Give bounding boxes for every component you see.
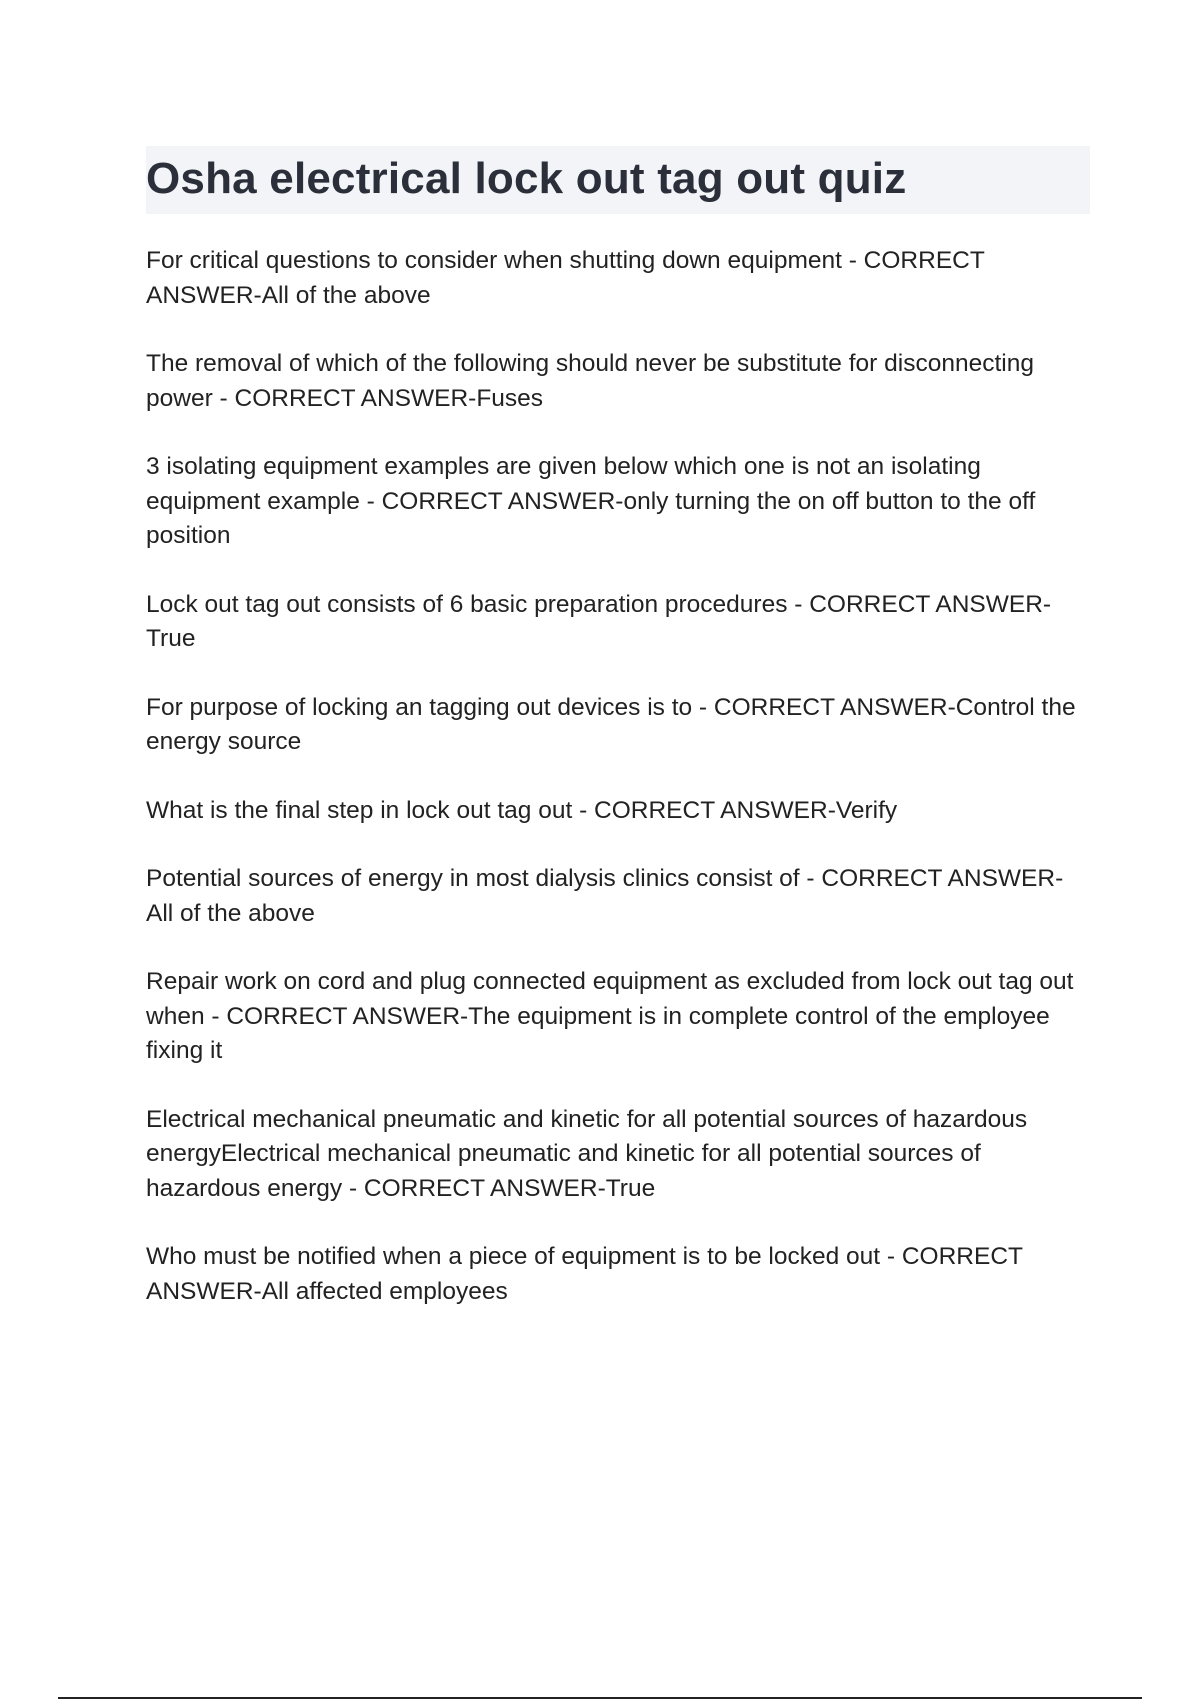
qa-item: Repair work on cord and plug connected equipment as excluded from lock out tag out when - CORRECT ANSWER-The equipment is in complete control of the employee fixing it (146, 968, 1074, 1064)
qa-item: Electrical mechanical pneumatic and kinetic for all potential sources of hazardous energyElectrical mechanical pneumatic and kinetic for all potential sources of hazardous energy - CORRECT ANSWER-True (146, 1105, 1028, 1202)
qa-item: What is the final step in lock out tag out - CORRECT ANSWER-Verify (146, 796, 898, 824)
qa-item: For purpose of locking an tagging out devices is to - CORRECT ANSWER-Control the energy source (146, 693, 1076, 755)
page-title: Osha electrical lock out tag out quiz (146, 154, 907, 203)
qa-item: Potential sources of energy in most dialysis clinics consist of - CORRECT ANSWER-All of the above (146, 865, 1064, 927)
qa-item: 3 isolating equipment examples are given below which one is not an isolating equipment example - CORRECT ANSWER-only turning the on off button to the off position (146, 453, 1036, 549)
qa-item: Lock out tag out consists of 6 basic preparation procedures - CORRECT ANSWER-True (146, 590, 1052, 652)
qa-item: Who must be notified when a piece of equipment is to be locked out - CORRECT ANSWER-All affected employees (146, 1243, 1023, 1305)
qa-item: The removal of which of the following should never be substitute for disconnecting power - CORRECT ANSWER-Fuses (146, 350, 1034, 412)
qa-list (146, 244, 1090, 1343)
footer-divider (58, 1697, 1142, 1699)
qa-item: For critical questions to consider when shutting down equipment - CORRECT ANSWER-All of the above (146, 247, 985, 309)
title-block (146, 146, 1090, 214)
